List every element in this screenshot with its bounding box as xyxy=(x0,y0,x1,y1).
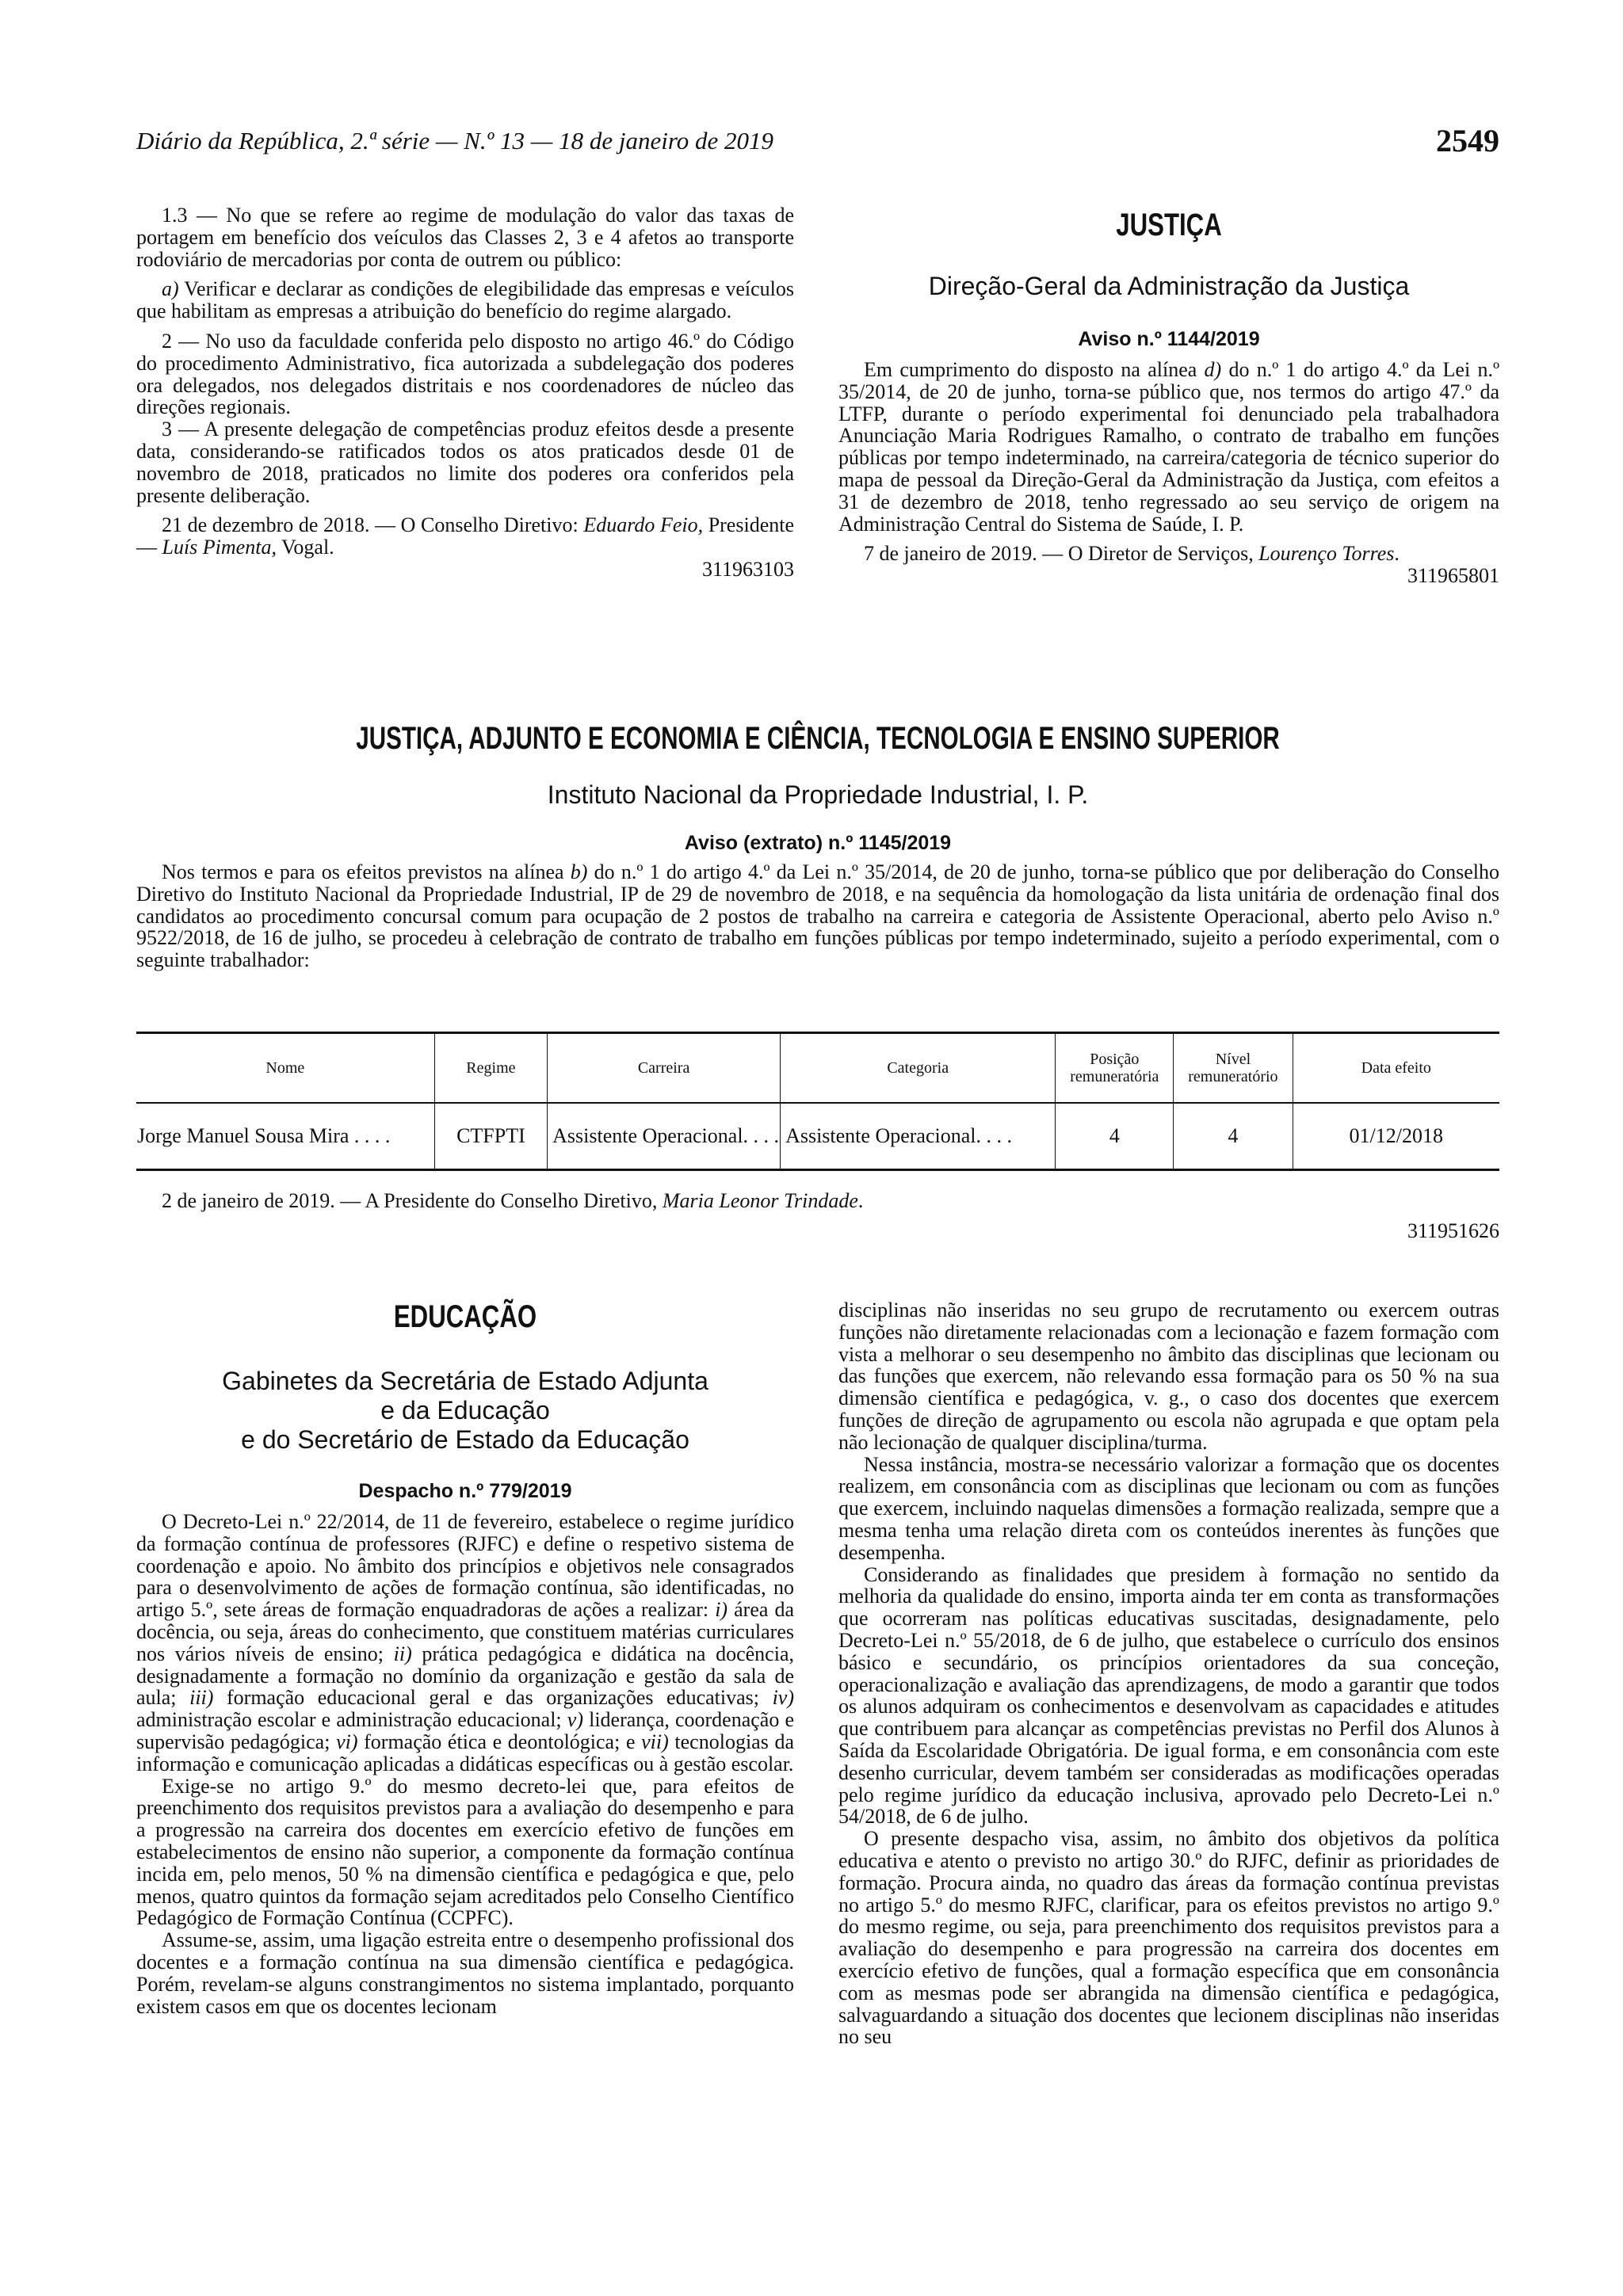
signature xyxy=(136,514,794,559)
reference-number: 311963103 xyxy=(701,557,794,581)
entity-heading: Direção-Geral da Administração da Justiça xyxy=(928,272,1410,300)
text: do n.º 1 do artigo 4.º da Lei n.º 35/2014, de 20 de junho, torna-se público que por deliberação do Conselho Diretivo do Instituto Nacional da Propriedade Industrial, IP de 29 de novembro de 2018, e na sequência da homologação da lista unitária de ordenação final dos candidatos ao procedimento concursal comum para ocupação de 2 postos de trabalho na carreira e categoria de Assistente Operacional, aberto pelo Aviso n.º 9522/2018, de 16 de julho, se procedeu à celebração de contrato de trabalho em funções públicas por tempo indeterminado, sujeito a período experimental, com o seguinte trabalhador: xyxy=(136,860,1499,972)
item-label: iii) xyxy=(189,1686,214,1710)
inpi-signature-block xyxy=(136,1190,1499,1242)
paragraph xyxy=(136,1511,794,1775)
item-label: i) xyxy=(715,1598,728,1622)
inpi-body xyxy=(136,861,1499,971)
table-header-row xyxy=(136,1033,1499,1104)
item-label: v) xyxy=(567,1708,583,1732)
item-label: b) xyxy=(570,860,588,883)
paragraph: Nessa instância, mostra-se necessário valorizar a formação que os docentes realizem, em consonância com as disciplinas que lecionam ou com as funções que exercem, incluindo naquelas dimensões a formação realizada, sempre que a mesma tenha uma relação direta com os conteúdos inerentes às funções que desempenha. xyxy=(838,1452,1499,1564)
educacao-section xyxy=(136,1299,794,2017)
signature-text: 2 de janeiro de 2019. — A Presidente do Conselho Diretivo, xyxy=(162,1189,663,1212)
page-header xyxy=(136,123,1499,166)
paragraph: O presente despacho visa, assim, no âmbito dos objetivos da política educativa e atento o previsto no artigo 30.º do RJFC, definir as prioridades de formação. Procura ainda, no quadro das áreas da formação contínua previstas no artigo 5.º do mesmo RJFC, clarificar, para os efeitos previstos no artigo 9.º do mesmo regime, ou seja, para preenchimento dos requisitos previstos para a avaliação do desempenho e para progressão na carreira dos docentes em exercício efetivo de funções, qual a formação específica que em consonância com as mesmas pode ser abrangida na dimensão científica e pedagógica, salvaguardando a situação dos docentes que lecionem disciplinas não inseridas no seu xyxy=(838,1827,1499,2049)
table-cell: 01/12/2018 xyxy=(1293,1103,1499,1170)
paragraph: Considerando as finalidades que presidem à formação no sentido da melhoria da qualidade do ensino, importa ainda ter em conta as transformações que ocorreram nas políticas educativas suscitadas, designadamente, pelo Decreto-Lei n.º 55/2018, de 6 de julho, que estabelece o currículo dos ensinos básico e secundário, os princípios orientadores da sua conceção, operacionalização e avaliação das aprendizagens, de modo a garantir que todos os alunos adquiram os conhecimentos e desenvolvam as capacidades e atitudes que contribuem para alcançar as competências previstas no Perfil dos Alunos à Saída da Escolaridade Obrigatória. De igual forma, e em consonância com este desenho curricular, devem também ser consideradas as modificações operadas pelo regime jurídico da educação inclusiva, aprovado pelo Decreto-Lei n.º 54/2018, de 6 de julho. xyxy=(838,1562,1499,1829)
text: tecnologias da informação e comunicação aplicadas a didáticas específicas ou à gestão escolar. xyxy=(136,1730,794,1775)
text: do n.º 1 do artigo 4.º da Lei n.º 35/2014, de 20 de junho, torna-se público que, nos termos do artigo 47.º da LTFP, durante o período experimental foi denunciado pela trabalhadora Anunciação Maria Rodrigues Ramalho, o contrato de trabalho em funções públicas por tempo indeterminado, na carreira/categoria de técnico superior do mapa de pessoal da Direção-Geral da Administração da Justiça, com efeitos a 31 de dezembro de 2018, tenho regressado ao seu serviço de origem na Administração Central do Sistema de Saúde, I. P. xyxy=(838,358,1500,536)
document-title: Aviso n.º 1144/2019 xyxy=(1078,328,1260,350)
item-label: iv) xyxy=(772,1686,794,1710)
table-cell: 4 xyxy=(1056,1103,1174,1170)
signatory-name: Luís Pimenta, xyxy=(162,536,277,559)
table-row xyxy=(136,1103,1499,1170)
signature xyxy=(136,1190,1499,1212)
column-header: Posição remuneratória xyxy=(1056,1033,1174,1104)
signature-text: Presidente — xyxy=(136,513,794,559)
educacao-body-right xyxy=(838,1299,1499,2048)
entity-heading: Instituto Nacional da Propriedade Industrial, I. P. xyxy=(547,780,1089,809)
signature-text: 21 de dezembro de 2018. — O Conselho Diretivo: xyxy=(162,513,584,537)
ministry-heading: EDUCAÇÃO xyxy=(393,1299,537,1334)
page-number: 2549 xyxy=(1436,123,1499,158)
table-cell: 4 xyxy=(1174,1103,1293,1170)
ministry-heading: JUSTIÇA xyxy=(1116,208,1222,242)
reference-number: 311965801 xyxy=(1407,564,1499,588)
text: O Decreto-Lei n.º 22/2014, de 11 de fevereiro, estabelece o regime jurídico da formação contínua de professores (RJFC) e define o respetivo sistema de coordenação e apoio. No âmbito dos princípios e objetivos nele consagrados para o desenvolvimento de ações de formação contínua, são identificadas, no artigo 5.º, sete áreas de formação enquadradoras de ações a realizar: xyxy=(136,1510,794,1622)
paragraph xyxy=(136,278,794,322)
table-cell: CTFPTI xyxy=(434,1103,547,1170)
text: Nos termos e para os efeitos previstos na alínea xyxy=(162,860,571,883)
column-header: Carreira xyxy=(548,1033,781,1104)
text: Em cumprimento do disposto na alínea xyxy=(864,358,1205,381)
worker-table xyxy=(136,1032,1499,1171)
item-text: Verificar e declarar as condições de elegibilidade das empresas e veículos que habilitam as empresas a atribuição do benefício do regime alargado. xyxy=(136,277,794,323)
paragraph xyxy=(136,861,1499,971)
item-label: ii) xyxy=(393,1642,412,1665)
paragraph: Assume-se, assim, uma ligação estreita entre o desempenho profissional dos docentes e a formação contínua na sua dimensão científica e pedagógica. Porém, revelam-se alguns constrangimentos no sistema implantado, porquanto existem casos em que os docentes lecionam xyxy=(136,1928,794,2018)
justica-section xyxy=(838,208,1499,587)
justica-body xyxy=(838,359,1499,587)
signature xyxy=(838,543,1499,565)
text: área da docência, ou seja, áreas do conhecimento, que constituem matérias curriculares nos vários níveis de ensino; xyxy=(136,1598,794,1665)
table-cell: Assistente Operacional. . . . xyxy=(781,1103,1056,1170)
reference-number: 311951626 xyxy=(1407,1219,1499,1242)
signature-text: . xyxy=(857,1189,864,1212)
text: administração escolar e administração educacional; xyxy=(136,1708,567,1732)
text: prática pedagógica e didática na docência, designadamente a formação no domínio da organização e gestão da sala de aula; xyxy=(136,1642,794,1710)
educacao-body-left xyxy=(136,1511,794,2017)
document-title: Despacho n.º 779/2019 xyxy=(358,1480,572,1502)
paragraph xyxy=(838,359,1499,535)
table-cell: Jorge Manuel Sousa Mira . . . . xyxy=(136,1103,434,1170)
paragraph: Exige-se no artigo 9.º do mesmo decreto-lei que, para efeitos de preenchimento dos requisitos previstos para a avaliação do desempenho e para a progressão na carreira dos docentes em exercício efetivo de funções em estabelecimentos de ensino não superior, a componente da formação contínua incida em, pelo menos, 50 % na dimensão científica e pedagógica e que, pelo menos, quatro quintos da formação sejam acreditados pelo Conselho Científico Pedagógico de Formação Contínua (CCPFC). xyxy=(136,1774,794,1930)
text: liderança, coordenação e supervisão pedagógica; xyxy=(136,1708,794,1753)
item-label: a) xyxy=(162,277,179,301)
entity-line: e do Secretário de Estado da Educação xyxy=(241,1425,689,1454)
entity-line: Gabinetes da Secretária de Estado Adjunta xyxy=(222,1367,708,1395)
signature-text: Vogal. xyxy=(276,536,334,559)
signatory-name: Eduardo Feio, xyxy=(583,513,704,537)
signature-text: . xyxy=(1394,542,1400,566)
column-header: Categoria xyxy=(781,1033,1056,1104)
signatory-name: Lourenço Torres xyxy=(1258,542,1395,566)
ministry-heading: JUSTIÇA, ADJUNTO E ECONOMIA E CIÊNCIA, TECNOLOGIA E ENSINO SUPERIOR xyxy=(356,721,1280,756)
item-label: vi) xyxy=(336,1730,358,1753)
table-cell: Assistente Operacional. . . . xyxy=(548,1103,781,1170)
inpi-section xyxy=(136,721,1499,971)
signature-text: 7 de janeiro de 2019. — O Diretor de Serviços, xyxy=(864,542,1259,566)
document-title: Aviso (extrato) n.º 1145/2019 xyxy=(684,832,952,854)
entity-heading xyxy=(136,1367,794,1455)
column-header: Nome xyxy=(136,1033,434,1104)
text: formação educacional geral e das organizações educativas; xyxy=(213,1686,773,1710)
left-top-column xyxy=(136,204,794,581)
paragraph: 2 — No uso da faculdade conferida pelo disposto no artigo 46.º do Código do procedimento Administrativo, fica autorizada a subdelegação dos poderes ora delegados, nos delegados distritais e nos coordenadores de núcleo das direções regionais. xyxy=(136,329,794,419)
column-header: Data efeito xyxy=(1293,1033,1499,1104)
signatory-name: Maria Leonor Trindade xyxy=(662,1189,858,1212)
column-header: Regime xyxy=(434,1033,547,1104)
journal-title: Diário da República, 2.ª série — N.º 13 — 18 de janeiro de 2019 xyxy=(136,127,774,154)
paragraph: 3 — A presente delegação de competências produz efeitos desde a presente data, considerando-se ratificados todos os atos praticados desde 01 de novembro de 2018, praticados no limite dos poderes ora conferidos pela presente deliberação. xyxy=(136,418,794,507)
entity-line: e da Educação xyxy=(380,1396,550,1425)
item-label: vii) xyxy=(641,1730,669,1753)
paragraph: disciplinas não inseridas no seu grupo de recrutamento ou exercem outras funções não diretamente relacionadas com a lecionação e fazem formação com vista a melhorar o seu desempenho no âmbito das disciplinas que lecionam ou das funções que exercem, não relevando essa formação para os 50 % na sua dimensão científica e pedagógica, v. g., o caso dos docentes que exercem funções de direção de agrupamento ou escola não agrupada e que optam pela não lecionação de qualquer disciplina/turma. xyxy=(838,1299,1499,1454)
text: formação ética e deontológica; e xyxy=(357,1730,642,1753)
column-header: Nível remuneratório xyxy=(1174,1033,1293,1104)
item-label: d) xyxy=(1204,358,1222,381)
paragraph: 1.3 — No que se refere ao regime de modulação do valor das taxas de portagem em benefício dos veículos das Classes 2, 3 e 4 afetos ao transporte rodoviário de mercadorias por conta de outrem ou público: xyxy=(136,204,794,271)
